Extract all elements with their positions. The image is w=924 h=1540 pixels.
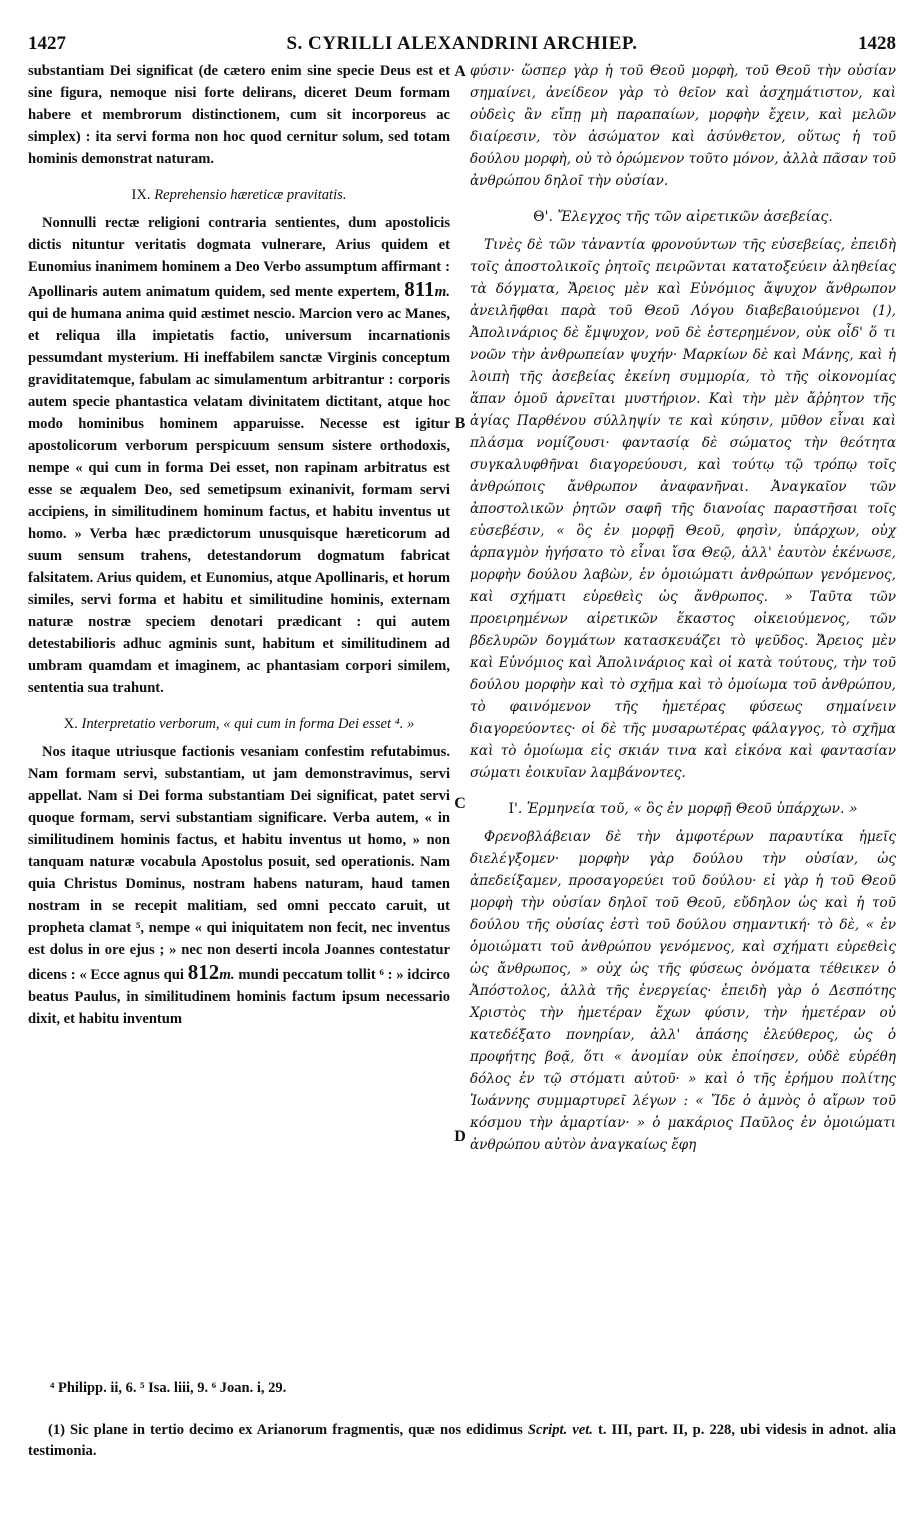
scripture-footnotes: ⁴ Philipp. ii, 6. ⁵ Isa. liii, 9. ⁶ Joan. i, 29. xyxy=(50,1380,287,1396)
section-number: Θ'. xyxy=(533,209,553,225)
column-number: 811 xyxy=(404,277,435,301)
running-title: S. CYRILLI ALEXANDRINI ARCHIEP. xyxy=(286,33,638,54)
page-header xyxy=(28,33,896,55)
section-number: Ι'. xyxy=(508,801,523,817)
column-suffix: m. xyxy=(434,284,450,300)
greek-section-heading-10 xyxy=(470,798,896,820)
section-number: X. xyxy=(63,716,78,732)
section-title: Reprehensio hæreticæ pravitatis. xyxy=(154,187,347,203)
page-number-left: 1427 xyxy=(28,33,66,54)
column-suffix: m. xyxy=(219,967,235,983)
latin-paragraph-1: substantiam Dei significat (de cætero enim sine specie Deus est et sine figura, nemoque nisi forte delirans, diceret Deum formam habere et membrorum distinctionem, cum sit incorporeus ac simplex) : ita servi forma non hoc quod cernitur solum, sed totam hominis demonstrat naturam. xyxy=(28,63,450,167)
greek-paragraph-2: Τινὲς δὲ τῶν τἀναντία φρονούντων τῆς εὐσεβείας, ἐπειδὴ τοῖς ἀποστολικοῖς ῥητοῖς πειρῶνται κατατοξεύειν ἀληθείας τὰ δόγματα, Ἄρειος μὲν καὶ Εὐνόμιος ἄψυχον ἄνθρωπον ἀνειλῆφθαι παρὰ τοῦ Θεοῦ Λόγου διαβεβαιούμενοι (1), Ἀπολινάριος δὲ ἔμψυχον, νοῦ δὲ ἐστερημένον, οὐκ οἶδ' ὅ τι νοῶν τὴν ἀνθρωπείαν ψυχήν· Μαρκίων δὲ καὶ Μάνης, καὶ ἡ λοιπὴ τῆς ἀσεβείας ἐκείνη συμμορία, τὸ τῆς οἰκονομίας ἅπαν ὁμοῦ ἀρνεῖται μυστήριον. Καὶ τὴν μὲν ἄῤῥητον τῆς ἁγίας Παρθένου σύλληψίν τε καὶ κύησιν, μῦθον εἶναι καὶ πλάσμα νομίζουσι· φαντασίᾳ δὲ σώματος τὴν θεότητα συγκαλυφθῆναι διαγορεύουσι, καὶ τούτῳ τῷ τρόπῳ τοῖς ἀνθρώποις ἄνθρωπον ἀναφανῆναι. Ἀναγκαῖον τῶν ἀποστολικῶν ῥητῶν σαφῆ τῆς διανοίας παραστῆσαι τοῖς εὐσεβέσιν, « ὃς ἐν μορφῇ Θεοῦ, φησὶν, ὑπάρχων, οὐχ ἁρπαγμὸν ἡγήσατο τὸ εἶναι ἴσα Θεῷ, ἀλλ' ἑαυτὸν ἐκένωσε, μορφὴν δούλου λαβὼν, ἐν ὁμοιώματι ἀνθρώπων γενόμενος, καὶ σχήματι εὑρεθεὶς ὡς ἄνθρωπος. » Ταῦτα τῶν προειρημένων αἱρετικῶν ἕκαστος οἰκειούμενος, τῶν βδελυρῶν δογμάτων κατασκευάζει τὸ ψεῦδος. Ἄρειος μὲν καὶ Εὐνόμιος καὶ Ἀπολινάριος καὶ οἱ κατὰ τούτους, τὴν τοῦ δούλου μορφὴν καὶ τὸ σχῆμα καὶ τὸ ὁμοίωμα τοῦ ἀνθρώπου, τὸ φαινόμενον τῆς ἡμετέρας φύσεως σημαίνειν διαγορεύοντες· οἱ δὲ τῆς μυσαρωτέρας φάλαγγος, τὸ σχῆμα καὶ τὸ ὁμοίωμα εἰς σκιάν τινα καὶ εἰκόνα καὶ φαντασίαν σώματι ἐοικυῖαν λαμβάνοντες. xyxy=(470,237,896,781)
page-number-right: 1428 xyxy=(858,33,896,54)
editor-footnote-title: Script. vet. xyxy=(527,1422,593,1438)
margin-letter-a: A xyxy=(454,63,466,80)
latin-paragraph-2a: Nonnulli rectæ religioni contraria sentientes, dum apostolicis dictis nituntur veritatis dogmata vulnerare, Arius quidem et Eunomius inanimem hominem a Deo Verbo assumptum affirmant : Apollinaris autem animatum quidem, sed mente expertem, xyxy=(28,215,450,300)
latin-section-heading-10 xyxy=(28,713,450,735)
editor-footnote-text: (1) Sic plane in tertio decimo ex Arianorum fragmentis, quæ nos edidimus xyxy=(48,1422,523,1438)
greek-column xyxy=(470,60,896,1156)
editor-footnote xyxy=(28,1420,896,1462)
margin-letter-b: B xyxy=(454,415,466,432)
editor-footnote-ref: t. III, part. II, p. 228, ubi videsis in adnot. alia testimonia. xyxy=(28,1422,896,1459)
latin-paragraph-3b: mundi peccatum tollit ⁶ : » idcirco beatus Paulus, in similitudinem hominis factum ipsum necessario dixit, et habitu inventum xyxy=(28,967,450,1027)
section-title: Interpretatio verborum, « qui cum in forma Dei esset ⁴. » xyxy=(81,716,415,732)
latin-paragraph-3 xyxy=(28,741,450,1030)
latin-section-heading-9 xyxy=(28,184,450,206)
latin-paragraph-3a: Nos itaque utriusque factionis vesaniam confestim refutabimus. Nam formam servi, substantiam, ut jam demonstravimus, servi appellat. Nam si Dei forma substantiam Dei significat, patet servi quoque formam, servi substantiam significare. Verba autem, « in similitudinem hominis factus, et habitu inventus ut homo, » non tanquam naturæ vocabula Apostolus posuit, sed operationis. Nam quia Christus Dominus, nostram habens naturam, haud tamen nostram in se recepit malitiam, sed omni peccato caruit, ut propheta clamat ⁵, nempe « qui iniquitatem non fecit, nec inventus est dolus in ore ejus ; » nec non deserti incola Joannes contestatur dicens : « Ecce agnus qui xyxy=(28,744,450,983)
column-number: 812 xyxy=(187,960,220,984)
column-marker-812 xyxy=(188,960,235,984)
margin-letter-c: C xyxy=(454,795,466,812)
greek-section-heading-9 xyxy=(470,206,896,228)
latin-column xyxy=(28,60,450,1030)
column-marker-811 xyxy=(404,277,450,301)
section-number: IX. xyxy=(131,187,151,203)
section-title: Ἑρμηνεία τοῦ, « ὃς ἐν μορφῇ Θεοῦ ὑπάρχων. » xyxy=(526,801,858,817)
margin-letter-d: D xyxy=(454,1128,466,1145)
greek-paragraph-1: φύσιν· ὥσπερ γὰρ ἡ τοῦ Θεοῦ μορφὴ, τοῦ Θεοῦ τὴν οὐσίαν σημαίνει, ἀνείδεον γὰρ τὸ θεῖον καὶ ἀσχημάτιστον, καὶ οὐδεὶς ἂν εἴπῃ μὴ παραπαίων, μορφὴν ἔχειν, καὶ μελῶν διαίρεσιν, τὸν ἀσώματον καὶ ἀσύνθετον, οὕτως ἡ τοῦ δούλου μορφὴ, οὐ τὸ ὁρώμενον τοῦτο μόνον, ἀλλὰ πᾶσαν τοῦ ἀνθρώπου δηλοῖ τὴν οὐσίαν. xyxy=(470,63,896,189)
greek-paragraph-3: Φρενοβλάβειαν δὲ τὴν ἀμφοτέρων παραυτίκα ἡμεῖς διελέγξομεν· μορφὴν γὰρ δούλου τὴν οὐσίαν, ὡς ἀπεδείξαμεν, προσαγορεύει τοῦ δούλου· εἰ γὰρ ἡ τοῦ Θεοῦ μορφὴ τὴν οὐσίαν δηλοῖ τοῦ Θεοῦ, εὔδηλον ὡς καὶ ἡ τοῦ δούλου τῆς οὐσίας ἐστὶ τοῦ δούλου σημαντική· τὸ δὲ, « ἐν ὁμοιώματι τοῦ ἀνθρώπου γενόμενος, καὶ σχήματι εὑρεθεὶς ὡς ἄνθρωπος, » οὐχ ὡς τῆς φύσεως ὀνόματα τέθεικεν ὁ Ἀπόστολος, ἀλλὰ τῆς ἐνεργείας· ἐπειδὴ γὰρ ὁ Δεσπότης Χριστὸς τὴν ἡμετέραν ἔχων φύσιν, τὴν ἡμετέραν οὐ κατεδέξατο πονηρίαν, ἀλλ' ἁπάσης ἐλεύθερος, ὡς ὁ προφήτης βοᾷ, ὅτι « ἀνομίαν οὐκ ἐποίησεν, οὐδὲ εὑρέθη δόλος ἐν τῷ στόματι αὐτοῦ· » καὶ ὁ τῆς ἐρήμου πολίτης Ἰωάννης συμμαρτυρεῖ λέγων : « Ἴδε ὁ ἀμνὸς ὁ αἴρων τοῦ κόσμου τὴν ἁμαρτίαν· » ὁ μακάριος Παῦλος ἐν ὁμοιώματι ἀνθρώπου αὐτὸν ἀναγκαίως ἔφη xyxy=(470,829,896,1153)
section-title: Ἔλεγχος τῆς τῶν αἱρετικῶν ἀσεβείας. xyxy=(557,209,833,225)
latin-paragraph-2 xyxy=(28,212,450,699)
latin-paragraph-2b: qui de humana anima quid æstimet nescio. Marcion vero ac Manes, et reliqua illa impietatis factio, universum incarnationis pessumdant mysterium. Hi ineffabilem sanctæ Virginis conceptum graviditatemque, fabulam ac simulamentum arbitrantur : corporis autem specie phantastica velatam divinitatem dictitant, atque hoc modo hominibus hominem apparuisse. Necesse est igitur apostolicorum verborum perspicuum sensum sistere orthodoxis, nempe « qui cum in forma Dei esset, non rapinam arbitratus est esse se æqualem Deo, sed semetipsum exinanivit, formam servi accipiens, in similitudinem hominum factus, et habitu inventus ut homo. » Verba hæc prædictorum unusquisque hæreticorum ad suum sensum trahens, detestandorum dogmatum fabricat falsitatem. Arius quidem, et Eunomius, atque Apollinaris, et horum similes, servi forma et habitu et similitudine hominis, externam naturæ nostræ speciem denotari prædicant : qui autem detestabilioris adhuc agminis sunt, habitum et similitudinem ad umbram quamdam et imaginem, ac phantasiam corpori similem, sententia sua trahunt. xyxy=(28,306,450,696)
